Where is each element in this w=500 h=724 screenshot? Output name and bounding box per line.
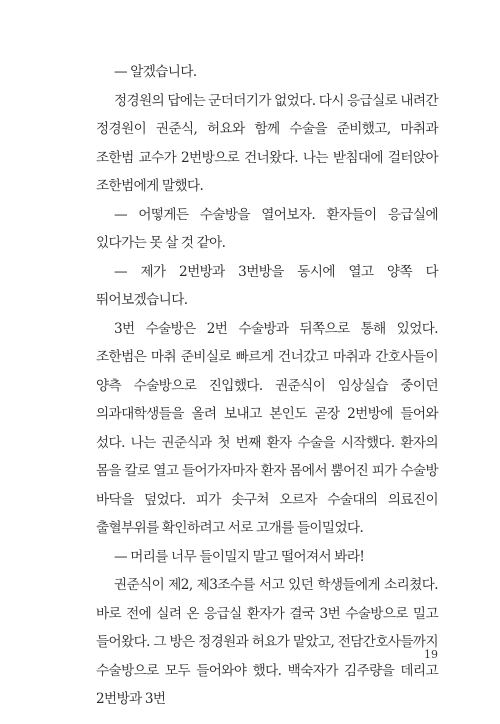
paragraph-reply: — 알겠습니다.	[114, 64, 197, 80]
paragraph-surgery-begins: 3번 수술방은 2번 수술방과 뒤쪽으로 통해 있었다. 조한범은 마취 준비실로 빠르게 건너갔고 마취과 간호사들이 양측 수술방으로 진입했다. 권준식이 임상실습 중이던 의과대학생들을 올려 보내고 본인도 곧장 2번방에 들어와 섰다. 나는 권준식과 첫 번째 환자 수술을 시작했다. 환자의 몸을 칼로 열고 들어가자마자 환자 몸에서 뿜어진 피가 수술방 바닥을 덮었다. 피가 솟구쳐 오르자 수술대의 의료진이 출혈부위를 확인하려고 서로 고개를 들이밀었다.	[96, 320, 438, 536]
paragraph-dialogue-both-rooms: — 제가 2번방과 3번방을 동시에 열고 양쪽 다 뛰어보겠습니다.	[96, 263, 438, 308]
paragraph-room-three: 권준식이 제2, 제3조수를 서고 있던 학생들에게 소리쳤다. 바로 전에 실려 온 응급실 환자가 결국 3번 수술방으로 밀고 들어왔다. 그 방은 정경원과 허요가 맡았고, 전담간호사들까지 수술방으로 모두 들어와야 했다. 백숙자가 김주량을 데리고 2번방과 3번	[96, 577, 438, 707]
paragraph-shout: — 머리를 너무 들이밀지 말고 떨어져서 봐라!	[114, 548, 365, 565]
page-number: 19	[424, 648, 438, 661]
paragraph-preparation: 정경원의 답에는 군더더기가 없었다. 다시 응급실로 내려간 정경원이 권준식, 허요와 함께 수술을 준비했고, 마취과 조한범 교수가 2번방으로 건너왔다. 나는 받침대에 걸터앉아 조한범에게 말했다.	[96, 92, 438, 194]
body-text	[96, 58, 438, 714]
paragraph-dialogue-open-rooms: — 어떻게든 수술방을 열어보자. 환자들이 응급실에 있다가는 못 살 것 같아.	[96, 206, 438, 251]
